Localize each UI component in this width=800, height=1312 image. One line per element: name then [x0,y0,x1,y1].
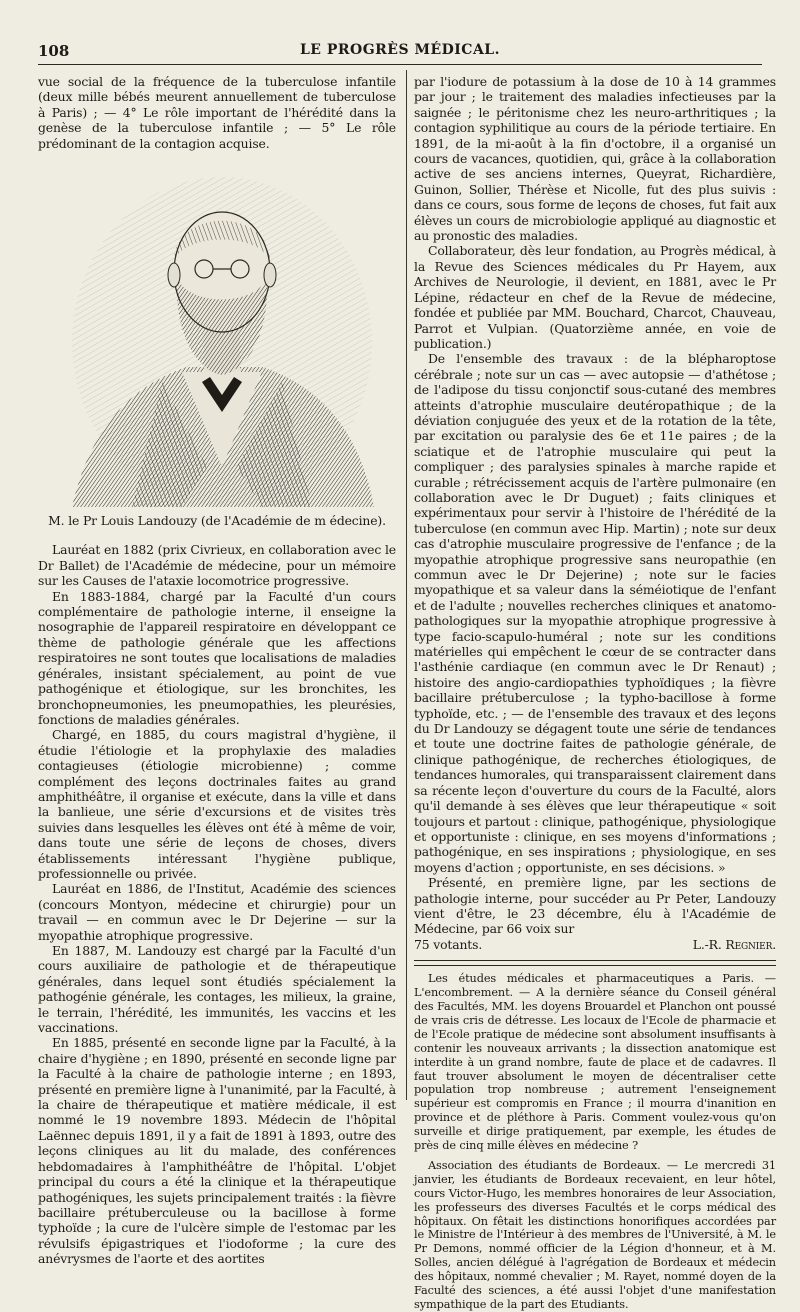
paragraph: En 1883-1884, chargé par la Faculté d'un cours complémentaire de pathologie interne, il enseigne la nosographie de l'appareil respiratoire en développant ce thème de pathologie générale que les affections respiratoires ne sont toutes que localisations de maladies générales, insistant spécialement, au point de vue pathogénique et étiologique, sur les bronchites, les bronchopneumonies, les pneumopathies, les pleurésies, fonctions de maladies générales. [38,588,396,727]
news-item: Les études médicales et pharmaceutiques a Paris. — L'encombrement. — A la dernière séance du Conseil général des Facultés, MM. les doyens Brouardel et Planchon ont poussé de vrais cris de détresse. Les locaux de l'Ecole de pharmacie et de l'Ecole pratique de médecine sont absolument insuffisants à contenir les nouveaux arrivants ; la dissection anatomique est interdite à un grand nombre, faute de place et de cadavres. Il faut trouver absolument le moyen de décentraliser cette population trop nombreuse ; autrement l'enseignement supérieur est compromis en France ; il mourra d'inanition en province et de pléthore à Paris. Comment voulez-vous qu'on surveille et dirige pratiquement, par exemple, les études de près de cinq mille élèves en médecine ? [414,972,776,1153]
page-header [38,42,762,65]
biography-continuation [414,74,776,952]
paragraph: En 1885, présenté en seconde ligne par la Faculté, à la chaire d'hygiène ; en 1890, présenté en seconde ligne par la Faculté à la chaire de pathologie interne ; en 1893, présenté en première ligne à l'unanimité, par la Faculté, à la chaire de thérapeutique et matière médicale, il est nommé le 19 novembre 1893. Médecin de l'hôpital Laënnec depuis 1891, il y a fait de 1891 à 1893, outre des leçons cliniques au lit du malade, des conférences hebdomadaires à l'amphithéâtre de l'hôpital. L'objet principal du cours a été la clinique et la thérapeutique pathogéniques, les sujets principalement traités : la fièvre bacillaire prétuberculeuse ou la bacillose à forme typhoïde ; la cure de l'ulcère simple de l'estomac par les révulsifs épigastriques et l'iodoforme ; la cure des anévrysmes de l'aorte et des aortites [38,1035,397,1267]
right-column [414,74,776,1312]
paragraph: par l'iodure de potassium à la dose de 10 à 14 grammes par jour ; le traitement des maladies infectieuses par la saignée ; le péritonisme chez les neuro-arthritiques ; la contagion syphilitique au cours de la période tertiaire. En 1891, de la mi-août à la fin d'octobre, il a organisé un cours de vacances, quotidien, qui, grâce à la collaboration active de ses anciens internes, Queyrat, Richardière, Guinon, Sollier, Thérèse et Nicolle, fut des plus suivis : dans ce cours, sous forme de leçons de choses, fut fait aux élèves un cours de microbiologie appliqué au diagnostic et au pronostic des maladies. [414,74,776,244]
section-divider [414,960,776,966]
paragraph: De l'ensemble des travaux : de la blépharoptose cérébrale ; note sur un cas — avec autopsie — d'athétose ; de l'adipose du tissu conjonctif sous-cutané des membres atteints d'atrophie musculaire deutéropathique ; de la déviation conjuguée des yeux et de la rotation de la tête, par excitation ou paralysie des 6e et 11e paires ; de la sciatique et de l'atrophie musculaire qui peut la compliquer ; des paralysies spinales à marche rapide et curable ; rétrécissement acquis de l'artère pulmonaire (en collaboration avec le Dr Duguet) ; faits cliniques et expérimentaux pour servir à l'histoire de l'hérédité de la tuberculose (en commun avec Hip. Martin) ; note sur deux cas d'atrophie musculaire progressive de l'enfance ; de la myopathie atrophique progressive sans neuropathie (en commun avec le Dr Dejerine) ; note sur le facies myopathique et sa valeur dans la séméiotique de l'enfant et de l'adulte ; nouvelles recherches cliniques et anatomo-pathologiques sur la myopathie atrophique progressive à type facio-scapulo-huméral ; note sur les conditions matérielles qui empêchent le cœur de se contracter dans l'asthénie cardiaque (en commun avec le Dr Renaut) ; histoire des angio-cardiopathies typhoïdiques ; la fièvre bacillaire prétuberculose ; la typho-bacillose à forme typhoïde, etc. ; — de l'ensemble des travaux et des leçons du Dr Landouzy se dégagent toute une série de tendances et toute une doctrine faites de pathologie générale, de clinique pathogénique, de recherches étiologiques, de tendances humorales, qui transparaissent clairement dans sa récente leçon d'ouverture du cours de la Faculté, alors qu'il demande à ses élèves que leur thérapeutique « soit toujours et partout : clinique, pathogénique, physiologique et opportuniste : clinique, en ses moyens d'informations ; pathogénique, en ses inspirations ; physiologique, en ses moyens d'action ; opportuniste, en ses décisions. » [414,351,776,875]
news-section [414,972,776,1312]
left-column [38,74,396,1267]
page-number: 108 [38,42,70,60]
signature-line [414,937,776,952]
portrait-engraving [62,167,382,507]
paragraph: Collaborateur, dès leur fondation, au Progrès médical, à la Revue des Sciences médicales du Pr Hayem, aux Archives de Neurologie, il devient, en 1881, avec le Pr Lépine, rédacteur en chef de la Revue de médecine, fondée et publiée par MM. Bouchard, Charcot, Chauveau, Parrot et Vulpian. (Quatorzième année, en voie de publication.) [414,243,776,351]
paragraph: Présenté, en première ligne, par les sections de pathologie interne, pour succéder au Pr Peter, Landouzy vient d'être, le 23 décembre, élu à l'Académie de Médecine, par 66 voix sur [414,875,776,937]
vote-count: 75 votants. [414,936,483,952]
column-divider [406,70,407,1100]
news-item: Association des étudiants de Bordeaux. — Le mercredi 31 janvier, les étudiants de Bordeaux recevaient, en leur hôtel, cours Victor-Hugo, les membres honoraires de leur Association, les professeurs des diverses Facultés et le corps médical des hôpitaux. On fêtait les distinctions honorifiques accordées par le Ministre de l'Intérieur à des membres de l'Université, à M. le Pr Demons, nommé officier de la Légion d'honneur, et à M. Solles, ancien délégué à l'agrégation de Bordeaux et médecin des hôpitaux, nommé chevalier ; M. Rayet, nommé doyen de la Faculté des sciences, a été aussi l'objet d'une manifestation sympathique de la part des Etudiants. [414,1158,776,1311]
paragraph: Chargé, en 1885, du cours magistral d'hygiène, il étudie l'étiologie et la prophylaxie des maladies contagieuses (étiologie microbienne) ; comme complément des leçons doctrinales faites au grand amphithéâtre, il organise et exécute, dans la ville et dans la banlieue, une série d'excursions et de visites très suivies dans lesquelles les élèves ont été à même de voir, dans toute une série de leçons de choses, divers établissements intéressant l'hygiène publique, professionnelle ou privée. [38,727,396,881]
journal-title: LE PROGRÈS MÉDICAL. [299,42,501,58]
portrait-caption: M. le Pr Louis Landouzy (de l'Académie de m édecine). [48,513,386,529]
paragraph: Lauréat en 1886, de l'Institut, Académie des sciences (concours Montyon, médecine et chirurgie) pour un travail — en commun avec le Dr Dejerine — sur la myopathie atrophique progressive. [38,881,396,943]
paragraph: vue social de la fréquence de la tuberculose infantile (deux mille bébés meurent annuellement de tuberculose à Paris) ; — 4° Le rôle important de l'hérédité dans la genèse de la tuberculose infantile ; — 5° Le rôle prédominant de la contagion acquise. [38,74,396,151]
paragraph: Lauréat en 1882 (prix Civrieux, en collaboration avec le Dr Ballet) de l'Académie de médecine, pour un mémoire sur les Causes de l'ataxie locomotrice progressive. [38,542,396,589]
paragraph: En 1887, M. Landouzy est chargé par la Faculté d'un cours auxiliaire de pathologie et de thérapeutique générales, dans lequel sont étudiés spécialement la pathogénie générale, les contages, les milieux, la graine, le terrain, l'hérédité, les immunités, les vaccins et les vaccinations. [38,943,396,1036]
author-signature: L.-R. Regnier. [692,936,776,952]
